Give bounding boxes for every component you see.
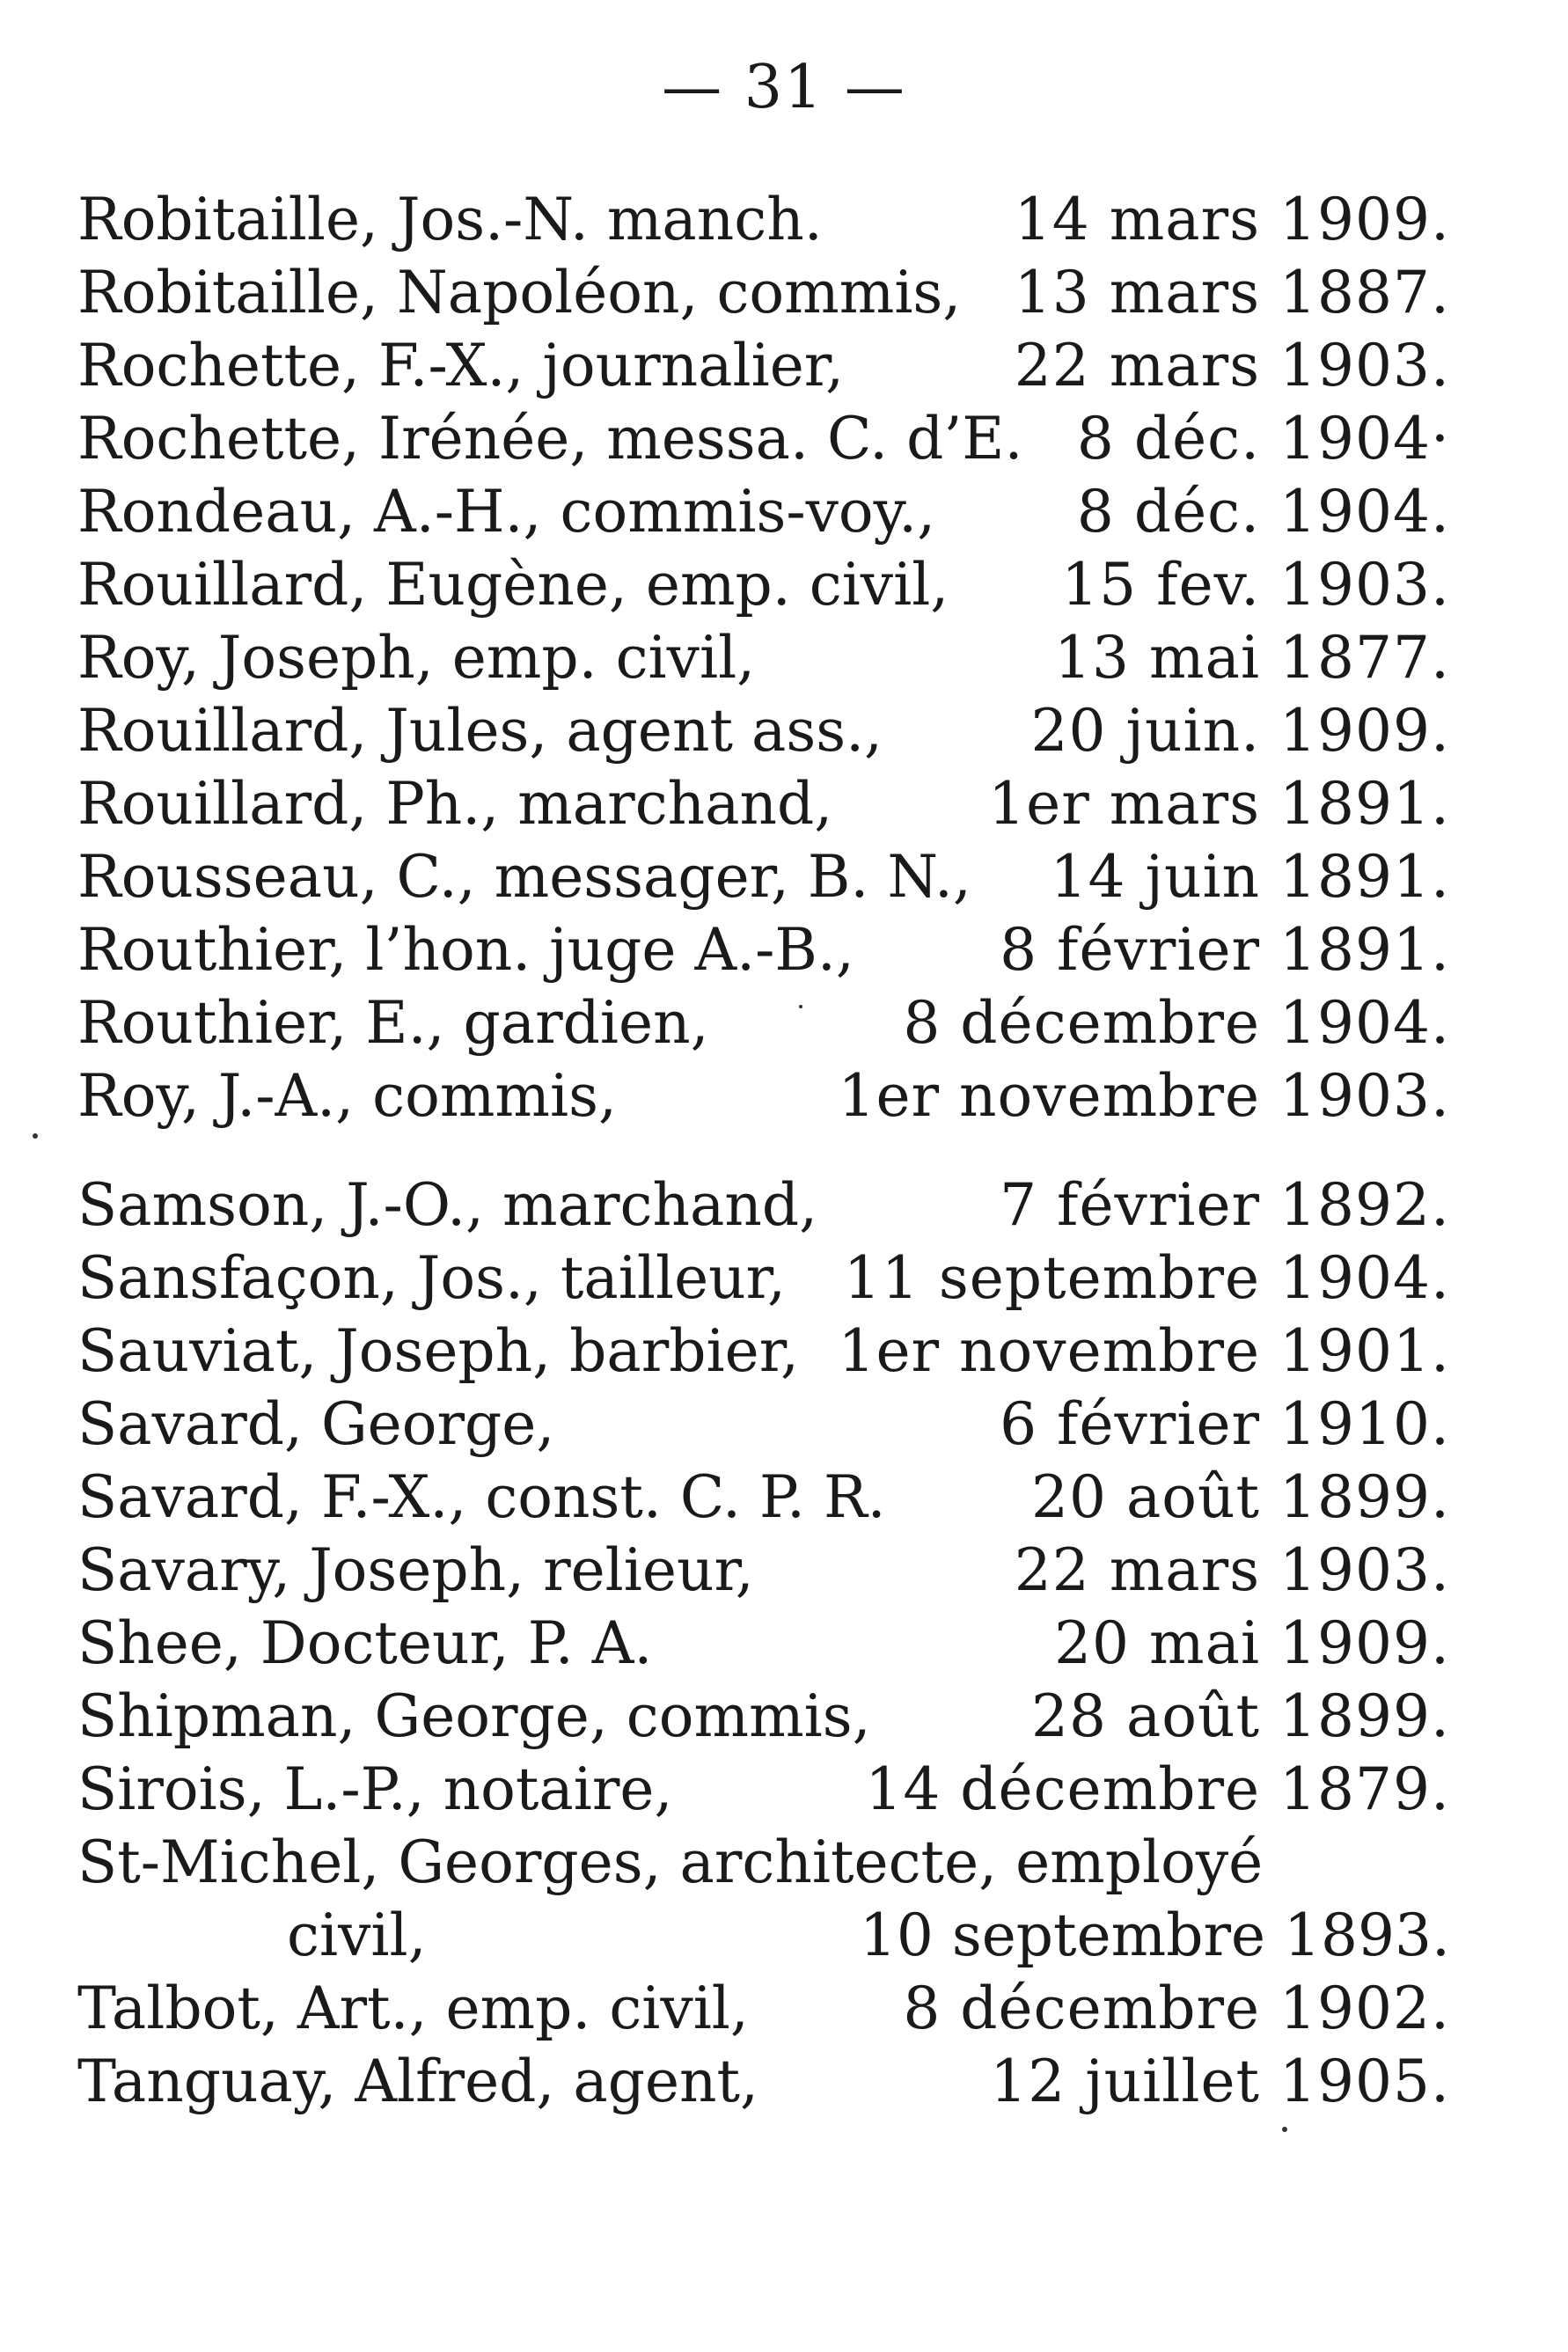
ink-speck [33,1133,38,1139]
entry-date: 8 décembre 1902. [903,1975,1450,2042]
entry-continuation-line [77,1899,1450,1972]
list-item [77,621,1450,694]
entry-name: Sansfaçon, Jos., tailleur, [77,1244,786,1312]
entries-section-r [77,183,1450,1132]
entry-name: Samson, J.-O., marchand, [77,1171,818,1239]
list-item [77,986,1450,1059]
entry-date: 1er novembre 1903. [838,1062,1450,1130]
list-item [77,767,1450,840]
list-item [77,329,1450,402]
entry-name: Tanguay, Alfred, agent, [77,2048,759,2115]
entry-name: Sauviat, Joseph, barbier, [77,1317,799,1385]
list-item [77,1972,1450,2045]
entry-name: Shipman, George, commis, [77,1682,871,1750]
entry-name: Savary, Joseph, relieur, [77,1536,754,1604]
entry-date: 10 septembre 1893. [859,1901,1450,1969]
entry-name: Routhier, l’hon. juge A.-B., [77,916,854,984]
entry-name: Rouillard, Jules, agent ass., [77,697,883,765]
entry-name: Shee, Docteur, P. A. [77,1609,653,1677]
list-item [77,1753,1450,1826]
list-item [77,183,1450,256]
ink-speck [1282,2127,1287,2132]
list-item [77,913,1450,986]
entry-date: 12 juillet 1905. [990,2048,1450,2115]
list-item [77,1169,1450,1242]
entry-name: Talbot, Art., emp. civil, [77,1975,749,2042]
entry-name: Rousseau, C., messager, B. N., [77,843,971,911]
list-item [77,1388,1450,1461]
list-item [77,402,1450,475]
entry-name: Roy, Joseph, emp. civil, [77,624,756,692]
list-item [77,840,1450,913]
entry-date: 14 décembre 1879. [865,1755,1450,1823]
entry-date: 20 mai 1909. [1054,1609,1450,1677]
entry-name: Rouillard, Ph., marchand, [77,770,833,838]
ink-speck [799,1005,802,1008]
entry-date: 11 septembre 1904. [843,1244,1450,1312]
list-item [77,1680,1450,1753]
list-item [77,694,1450,767]
entry-name: Routhier, E., gardien, [77,989,709,1057]
entry-name: Savard, F.-X., const. C. P. R. [77,1463,886,1531]
entry-date: 14 mars 1909. [1014,186,1450,253]
list-item [77,548,1450,621]
entry-name: Savard, George, [77,1390,555,1458]
list-item [77,1826,1450,1972]
entry-date: 22 mars 1903. [1014,332,1450,399]
list-item [77,1315,1450,1388]
entry-name: Roy, J.-A., commis, [77,1062,617,1130]
entry-name: Rochette, Irénée, messa. C. d’E. [77,405,1023,473]
entry-date: 13 mai 1877. [1054,624,1450,692]
entry-date: 13 mars 1887. [1014,259,1450,326]
entry-date: 15 fev. 1903. [1061,551,1450,619]
entry-date: 28 août 1899. [1031,1682,1450,1750]
list-item [77,1534,1450,1607]
list-item [77,1461,1450,1534]
list-item [77,1607,1450,1680]
entry-date: 7 février 1892. [1000,1171,1450,1239]
entry-date: 20 août 1899. [1031,1463,1450,1531]
list-item [77,2045,1450,2118]
list-item [77,1242,1450,1315]
entry-date: 22 mars 1903. [1014,1536,1450,1604]
entry-date: 20 juin. 1909. [1030,697,1450,765]
entry-date: 14 juin 1891. [1050,843,1450,911]
entry-name: Rouillard, Eugène, emp. civil, [77,551,949,619]
entry-date: 8 déc. 1904· [1076,405,1450,473]
entry-date: 1er mars 1891. [988,770,1450,838]
entry-date: 8 février 1891. [1000,916,1450,984]
entry-name-continuation: civil, [287,1901,427,1969]
entry-name: Rochette, F.-X., journalier, [77,332,845,399]
entry-date: 1er novembre 1901. [838,1317,1450,1385]
entry-name: Robitaille, Jos.-N. manch. [77,186,823,253]
list-item [77,1059,1450,1132]
entry-name: Sirois, L.-P., notaire, [77,1755,673,1823]
entry-date: 8 décembre 1904. [903,989,1450,1057]
page-number: — 31 — [662,53,906,122]
entry-name: Rondeau, A.-H., commis-voy., [77,478,936,546]
entry-date: 6 février 1910. [1000,1390,1450,1458]
list-item [77,475,1450,548]
list-item [77,256,1450,329]
entry-name: St-Michel, Georges, architecte, employé [77,1828,1264,1896]
entry-date: 8 déc. 1904. [1076,478,1450,546]
entries-section-s [77,1169,1450,2118]
entry-name: Robitaille, Napoléon, commis, [77,259,962,326]
